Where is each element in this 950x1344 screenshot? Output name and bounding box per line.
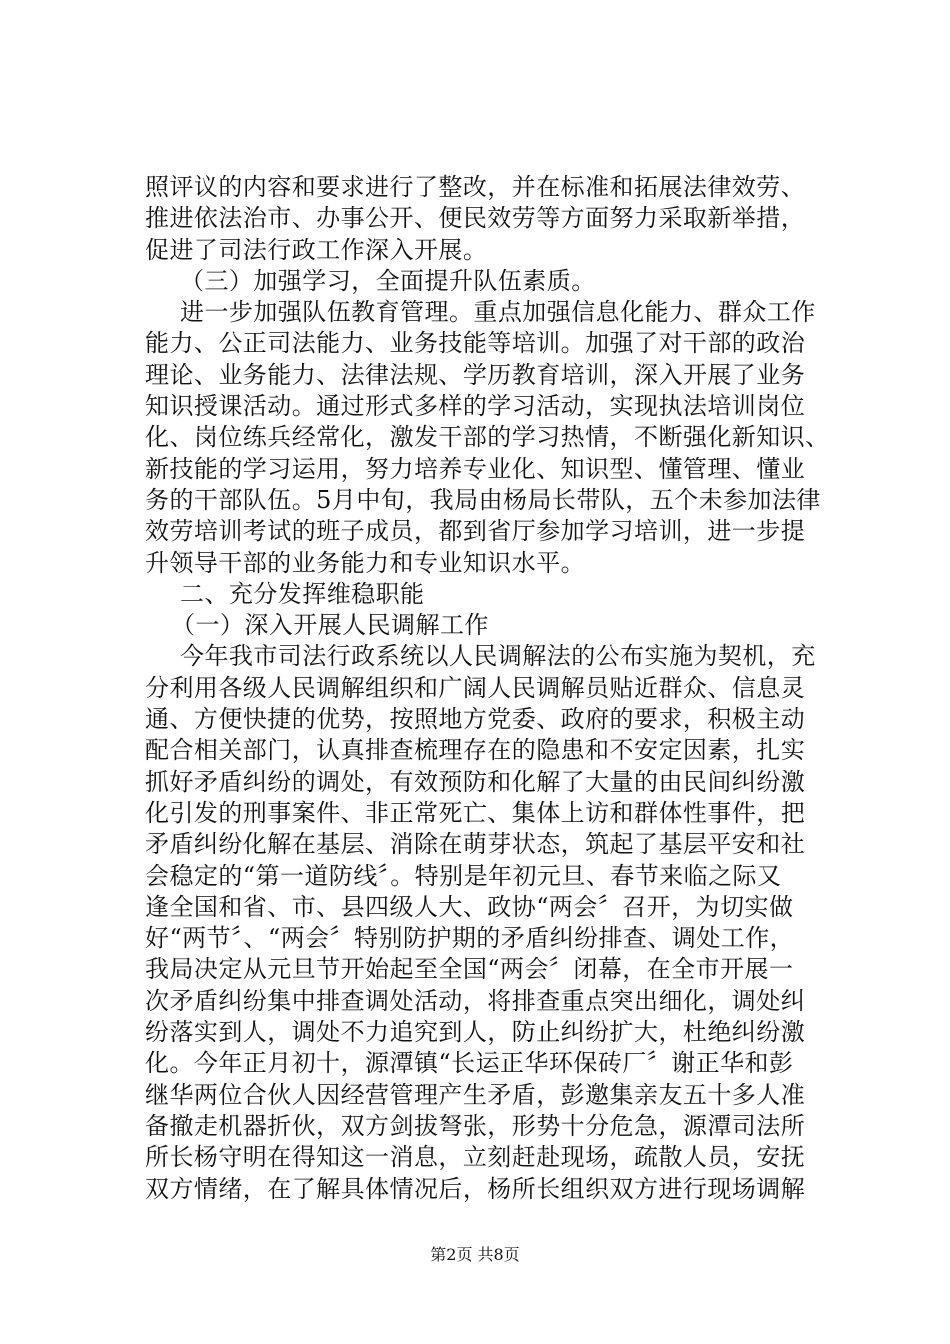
- text-line: 升领导干部的业务能力和专业知识水平。: [145, 548, 586, 577]
- text-line: 理论、业务能力、法律法规、学历教育培训，深入开展了业务: [145, 360, 806, 389]
- text-line: 抓好矛盾纠纷的调处，有效预防和化解了大量的由民间纠纷激: [145, 767, 806, 796]
- paragraph-first-line: 今年我市司法行政系统以人民调解法的公布实施为契机，充: [180, 642, 816, 671]
- text-line: 通、方便快捷的优势，按照地方党委、政府的要求，积极主动: [145, 705, 806, 734]
- section-heading: （三）加强学习，全面提升队伍素质。: [180, 266, 596, 295]
- text-line: 化、岗位练兵经常化，激发干部的学习热情，不断强化新知识、: [145, 423, 830, 452]
- text-line: 双方情绪，在了解具体情况后，杨所长组织双方进行现场调解: [145, 1174, 806, 1203]
- text-line: 分利用各级人民调解组织和广阔人民调解员贴近群众、信息灵: [145, 673, 806, 702]
- text-line: 务的干部队伍。5月中旬，我局由杨局长带队，五个未参加法律: [145, 485, 821, 514]
- body-text: [145, 172, 835, 1205]
- section-heading: （一）深入开展人民调解工作: [171, 611, 489, 640]
- paragraph-first-line: 进一步加强队伍教育管理。重点加强信息化能力、群众工作: [180, 298, 816, 327]
- text-line: 化。今年正月初十，源潭镇“长运正华环保砖厂〞谢正华和彭: [145, 1049, 794, 1078]
- text-line: 推进依法治市、办事公开、便民效劳等方面努力采取新举措，: [145, 204, 806, 233]
- text-line: 配合相关部门，认真排查梳理存在的隐患和不安定因素，扎实: [145, 736, 806, 765]
- text-line: 我局决定从元旦节开始起至全国“两会〞闭幕，在全市开展一: [145, 955, 794, 984]
- text-line: 新技能的学习运用，努力培养专业化、知识型、懂管理、懂业: [145, 454, 806, 483]
- text-line: 继华两位合伙人因经营管理产生矛盾，彭邀集亲友五十多人准: [145, 1080, 806, 1109]
- text-line: 备撤走机器折伙，双方剑拔弩张，形势十分危急，源潭司法所: [145, 1111, 806, 1140]
- page-footer: [0, 1242, 950, 1265]
- section-heading: 二、充分发挥维稳职能: [180, 579, 425, 608]
- text-line: 化引发的刑事案件、非正常死亡、集体上访和群体性事件，把: [145, 798, 806, 827]
- text-line: 好“两节〞、“两会〞特别防护期的矛盾纠纷排查、调处工作，: [145, 924, 795, 953]
- text-line: 效劳培训考试的班子成员，都到省厅参加学习培训，进一步提: [145, 517, 806, 546]
- text-line: 纷落实到人，调处不力追究到人，防止纠纷扩大，杜绝纠纷激: [145, 1018, 806, 1047]
- text-line: 逢全国和省、市、县四级人大、政协“两会〞召开，为切实做: [145, 892, 794, 921]
- text-line: 促进了司法行政工作深入开展。: [145, 235, 488, 264]
- text-line: 次矛盾纠纷集中排查调处活动，将排查重点突出细化，调处纠: [145, 986, 806, 1015]
- text-line: 照评议的内容和要求进行了整改，并在标准和拓展法律效劳、: [145, 173, 806, 201]
- text-line: 知识授课活动。通过形式多样的学习活动，实现执法培训岗位: [145, 392, 806, 421]
- text-line: 能力、公正司法能力、业务技能等培训。加强了对干部的政治: [145, 329, 806, 358]
- text-line: 会稳定的“第一道防线〞。特别是年初元旦、春节来临之际又: [145, 861, 782, 890]
- text-line: 所长杨守明在得知这一消息，立刻赶赴现场，疏散人员，安抚: [145, 1143, 806, 1172]
- page-number-label: 第2页 共8页: [430, 1245, 520, 1264]
- text-line: 矛盾纠纷化解在基层、消除在萌芽状态，筑起了基层平安和社: [145, 830, 806, 859]
